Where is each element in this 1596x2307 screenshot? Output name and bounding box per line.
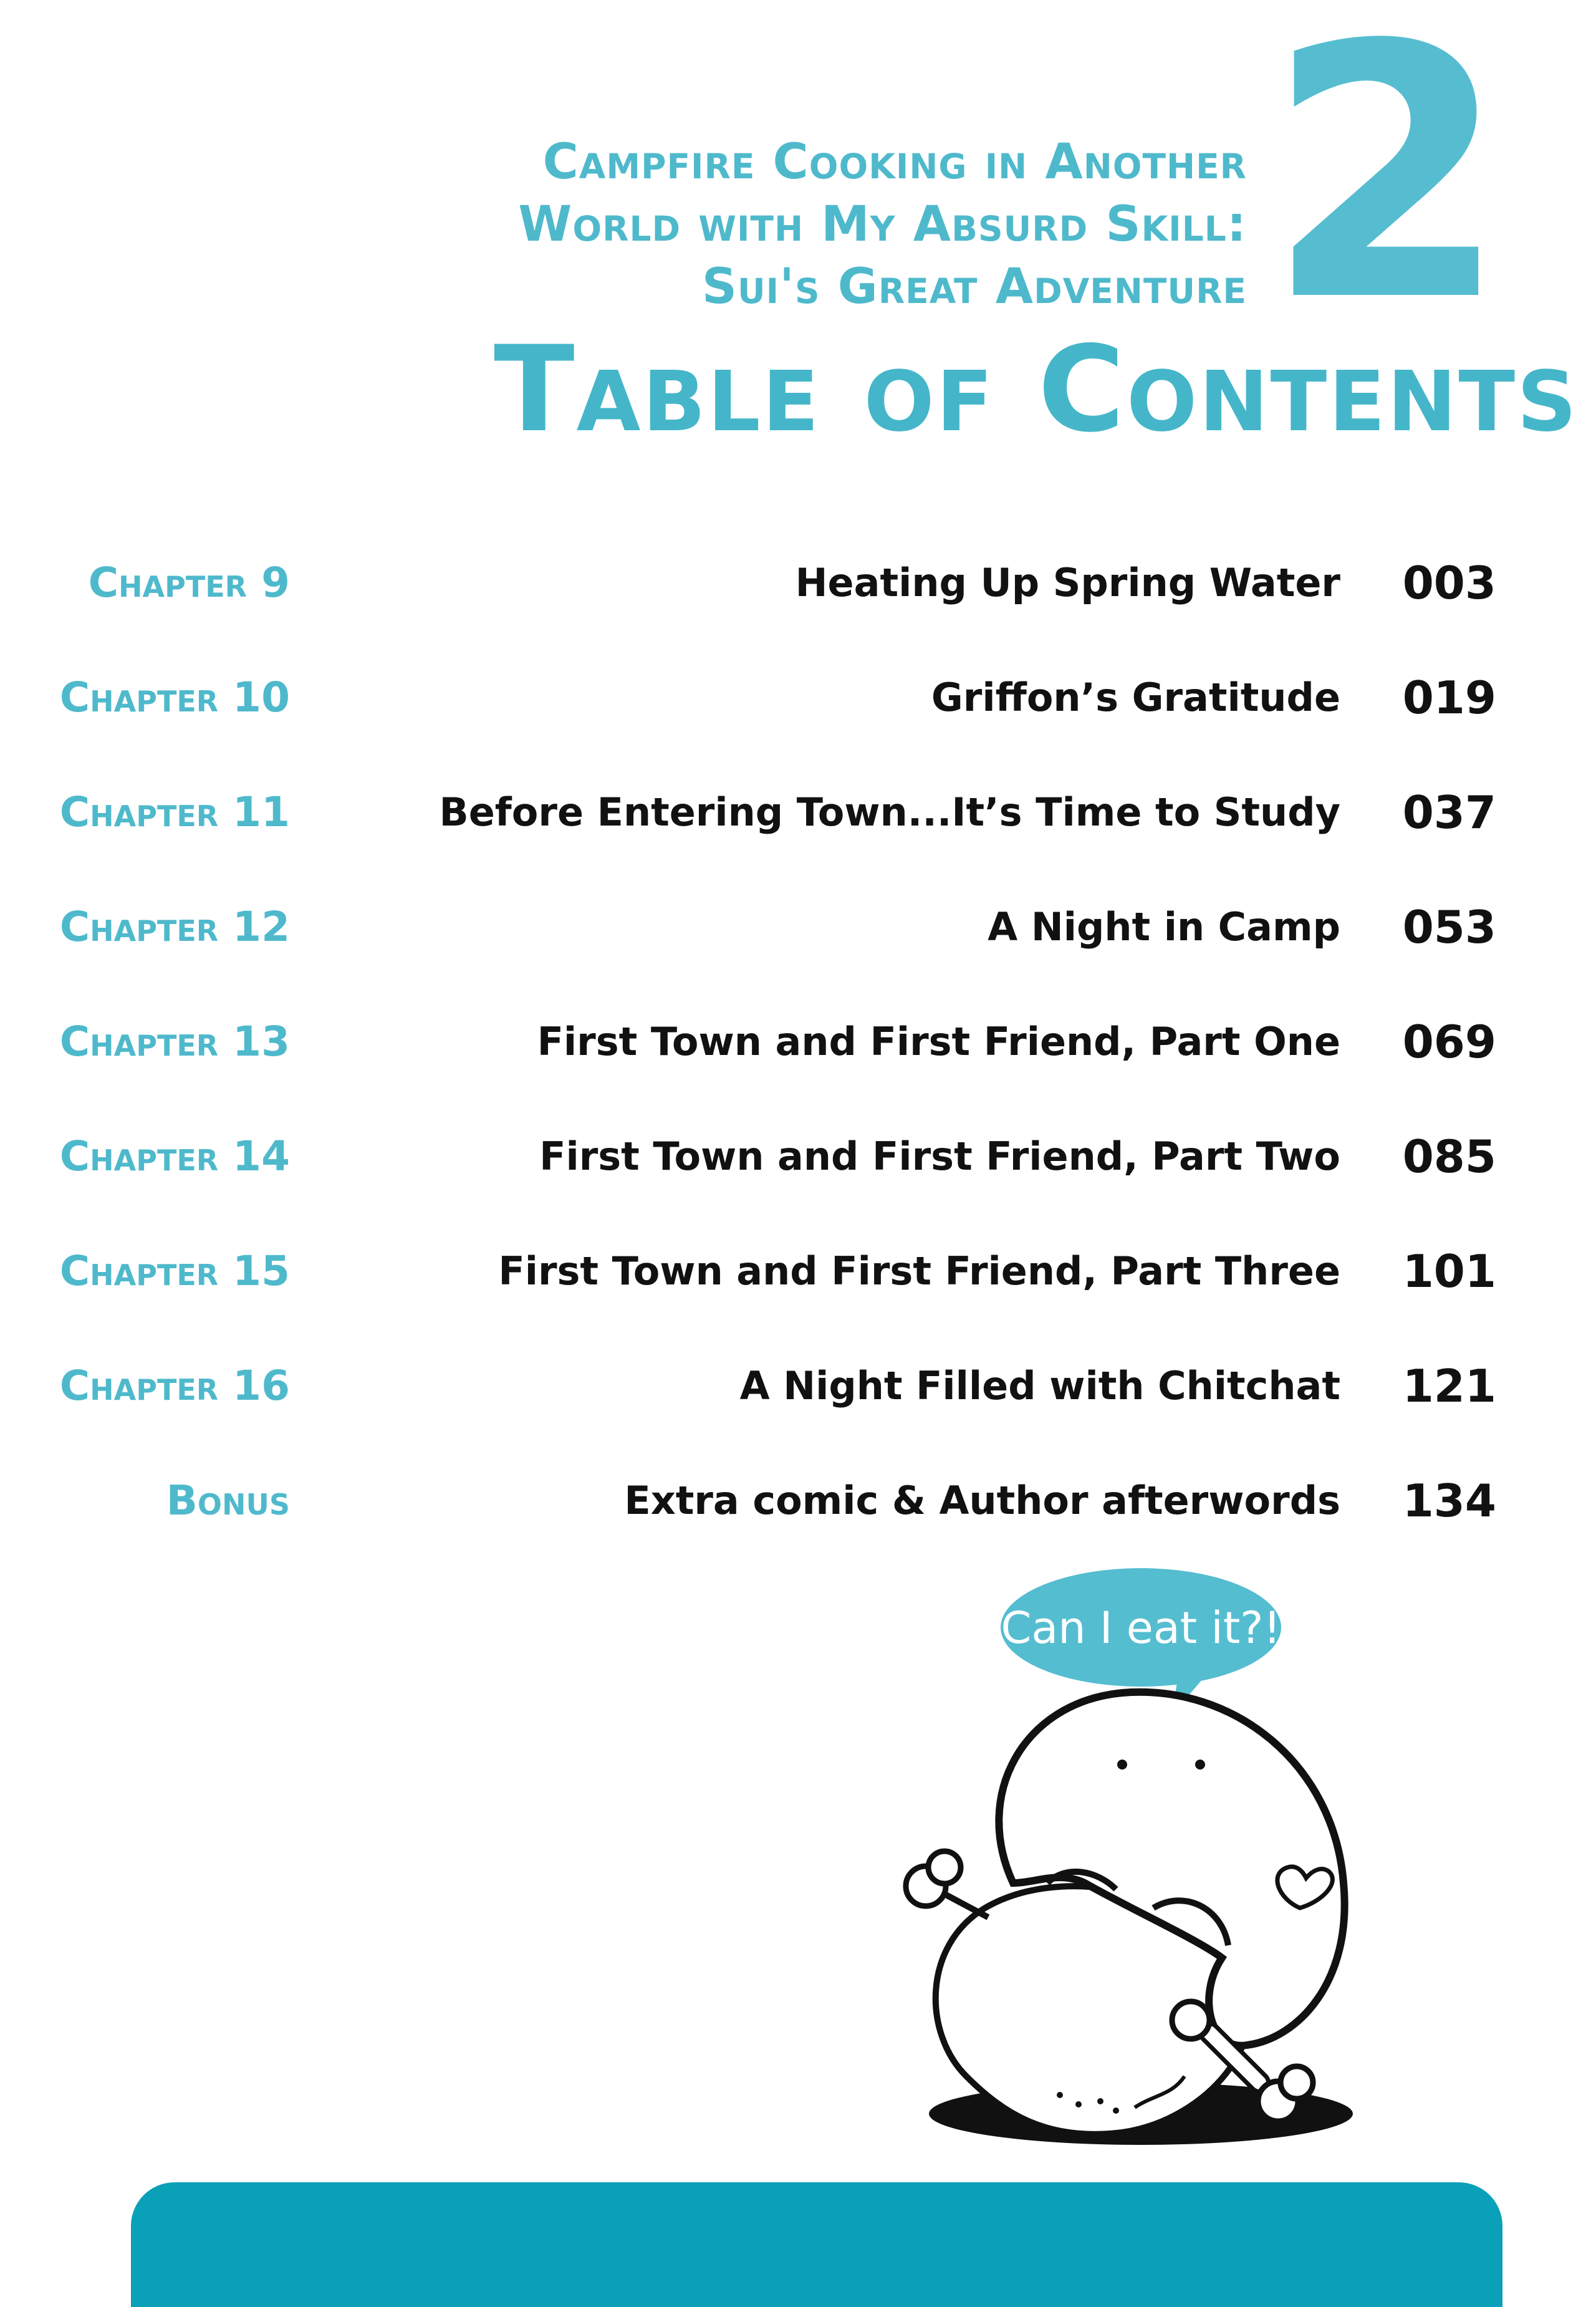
toc-entry-chapter-14[interactable] — [0, 1122, 1596, 1237]
chapter-title: First Town and First Friend, Part One — [537, 1019, 1340, 1064]
series-title-line-2: World with My Absurd Skill: — [518, 196, 1247, 253]
chapter-label: Chapter 15 — [59, 1247, 290, 1295]
chapter-title: First Town and First Friend, Part Three — [498, 1248, 1340, 1294]
page-number: 053 — [1402, 901, 1496, 953]
page-number: 037 — [1402, 786, 1496, 839]
page-number: 069 — [1402, 1016, 1496, 1068]
toc-entry-chapter-12[interactable] — [0, 893, 1596, 1008]
bottom-bar — [131, 2182, 1502, 2307]
chapter-label: Bonus — [166, 1476, 290, 1524]
series-title — [468, 131, 1247, 318]
chapter-title: First Town and First Friend, Part Two — [539, 1134, 1340, 1179]
chapter-title: A Night in Camp — [988, 904, 1340, 950]
toc-entry-chapter-11[interactable] — [0, 778, 1596, 893]
page-number: 121 — [1402, 1360, 1496, 1412]
chapter-title: Griffon’s Gratitude — [931, 675, 1340, 720]
chapter-title: Before Entering Town...It’s Time to Study — [439, 789, 1340, 835]
chapter-label: Chapter 9 — [88, 559, 290, 607]
chapter-label: Chapter 16 — [59, 1362, 290, 1410]
toc-entry-chapter-9[interactable] — [0, 549, 1596, 663]
toc-entry-chapter-13[interactable] — [0, 1008, 1596, 1122]
page-number: 134 — [1402, 1475, 1496, 1527]
chapter-label: Chapter 13 — [59, 1018, 290, 1066]
series-title-line-3: Sui's Great Adventure — [701, 259, 1247, 315]
toc-entry-chapter-16[interactable] — [0, 1352, 1596, 1467]
chapter-title: Extra comic & Author afterwords — [624, 1478, 1340, 1523]
toc-entry-chapter-15[interactable] — [0, 1237, 1596, 1352]
page-number: 101 — [1402, 1245, 1496, 1298]
page-number: 003 — [1402, 557, 1496, 609]
volume-number: 2 — [1266, 0, 1509, 378]
slime-illustration — [860, 1559, 1421, 2170]
chapter-label: Chapter 14 — [59, 1132, 290, 1180]
series-title-line-1: Campfire Cooking in Another — [542, 134, 1247, 190]
chapter-title: Heating Up Spring Water — [795, 560, 1340, 605]
chapter-title: A Night Filled with Chitchat — [739, 1363, 1340, 1409]
toc-entry-chapter-10[interactable] — [0, 663, 1596, 778]
chapter-label: Chapter 11 — [59, 788, 290, 836]
chapter-label: Chapter 12 — [59, 903, 290, 951]
page-number: 019 — [1402, 672, 1496, 724]
page-number: 085 — [1402, 1130, 1496, 1183]
chapter-label: Chapter 10 — [59, 673, 290, 721]
table-of-contents — [0, 549, 1596, 1581]
speech-text: Can I eat it?! — [1001, 1602, 1281, 1654]
toc-title: Table of Contents — [494, 320, 1579, 458]
